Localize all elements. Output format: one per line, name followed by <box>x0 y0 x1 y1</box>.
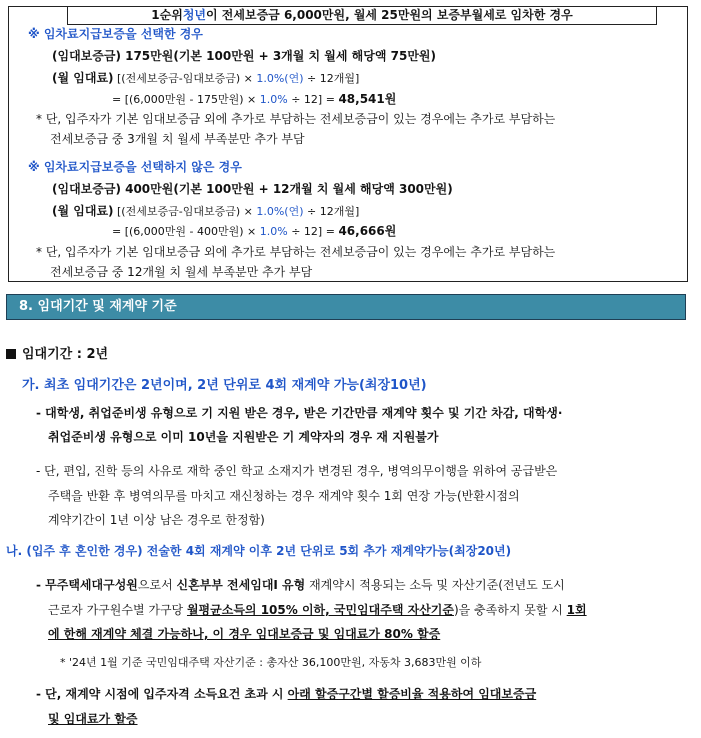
case2-calc: = [(6,000만원 - 400만원) × 1.0% ÷ 12] = 46,666원 <box>112 224 397 238</box>
na-bullet2-line1: - 단, 재계약 시점에 입주자격 소득요건 초과 시 아래 할증구간별 할증비율 적용하여 임대보증금 <box>36 687 537 701</box>
case1-deposit: (임대보증금) 175만원(기본 100만원 + 3개월 치 월세 해당액 75만원) <box>52 49 436 63</box>
na-bullet1-line1: - 무주택세대구성원으로서 신혼부부 전세임대Ⅰ 유형 재계약시 적용되는 소득 및 자산기준(전년도 도시 <box>36 578 565 592</box>
period-label: 임대기간 : 2년 <box>6 343 108 362</box>
case1-note-line2: 전세보증금 중 3개월 치 월세 부족분만 추가 부담 <box>50 132 305 146</box>
na-bullet1-line3: 에 한해 재계약 체결 가능하나, 이 경우 임대보증금 및 임대료가 80% 할증 <box>48 627 441 641</box>
case2-rent-formula: (월 임대료) [(전세보증금-임대보증금) × 1.0%(연) ÷ 12개월] <box>52 204 360 218</box>
ga-bullet2-line2: 주택을 반환 후 병역의무를 마치고 재신청하는 경우 재계약 횟수 1회 연장 가능(반환시점의 <box>48 489 520 503</box>
case2-note-line1: * 단, 입주자가 기본 임대보증금 외에 추가로 부담하는 전세보증금이 있는 경우에는 추가로 부담하는 <box>36 245 556 259</box>
na-bullet2-line2: 및 임대료가 할증 <box>48 712 138 726</box>
ga-bullet1-line2: 취업준비생 유형으로 이미 10년을 지원받은 기 계약자의 경우 재 지원불가 <box>48 430 439 444</box>
na-asset-note: * '24년 1월 기준 국민임대주택 자산기준 : 총자산 36,100만원, 자동차 3,683만원 이하 <box>60 656 482 669</box>
ga-bullet1-line1: - 대학생, 취업준비생 유형으로 기 지원 받은 경우, 받은 기간만큼 재계약 횟수 및 기간 차감, 대학생· <box>36 406 563 420</box>
na-heading: 나. (입주 후 혼인한 경우) 전술한 4회 재계약 이후 2년 단위로 5회 추가 재계약가능(최장20년) <box>6 544 512 558</box>
na-bullet1-line2: 근로자 가구원수별 가구당 월평균소득의 105% 이하, 국민임대주택 자산기준)을 충족하지 못할 시 1회 <box>48 603 587 617</box>
ga-bullet2-line1: - 단, 편입, 진학 등의 사유로 재학 중인 학교 소재지가 변경된 경우, 병역의무이행을 위하여 공급받은 <box>36 464 558 478</box>
example-box-title: 1순위청년이 전세보증금 6,000만원, 월세 25만원의 보증부월세로 임차한 경우 <box>67 7 657 25</box>
case1-note-line1: * 단, 입주자가 기본 임대보증금 외에 추가로 부담하는 전세보증금이 있는 경우에는 추가로 부담하는 <box>36 112 556 126</box>
ga-heading: 가. 최초 임대기간은 2년이며, 2년 단위로 4회 재계약 가능(최장10년) <box>22 378 427 393</box>
case2-heading: ※ 임차료지급보증을 선택하지 않은 경우 <box>28 160 242 174</box>
case2-note-line2: 전세보증금 중 12개월 치 월세 부족분만 추가 부담 <box>50 265 313 279</box>
case1-calc: = [(6,000만원 - 175만원) × 1.0% ÷ 12] = 48,541원 <box>112 92 397 106</box>
ga-bullet2-line3: 계약기간이 1년 이상 남은 경우로 한정함) <box>48 513 265 527</box>
case1-heading: ※ 임차료지급보증을 선택한 경우 <box>28 27 203 41</box>
square-bullet-icon <box>6 349 16 359</box>
case2-deposit: (임대보증금) 400만원(기본 100만원 + 12개월 치 월세 해당액 300만원) <box>52 182 453 196</box>
section-8-header: 8. 임대기간 및 재계약 기준 <box>6 294 686 320</box>
case1-rent-formula: (월 임대료) [(전세보증금-임대보증금) × 1.0%(연) ÷ 12개월] <box>52 71 360 85</box>
